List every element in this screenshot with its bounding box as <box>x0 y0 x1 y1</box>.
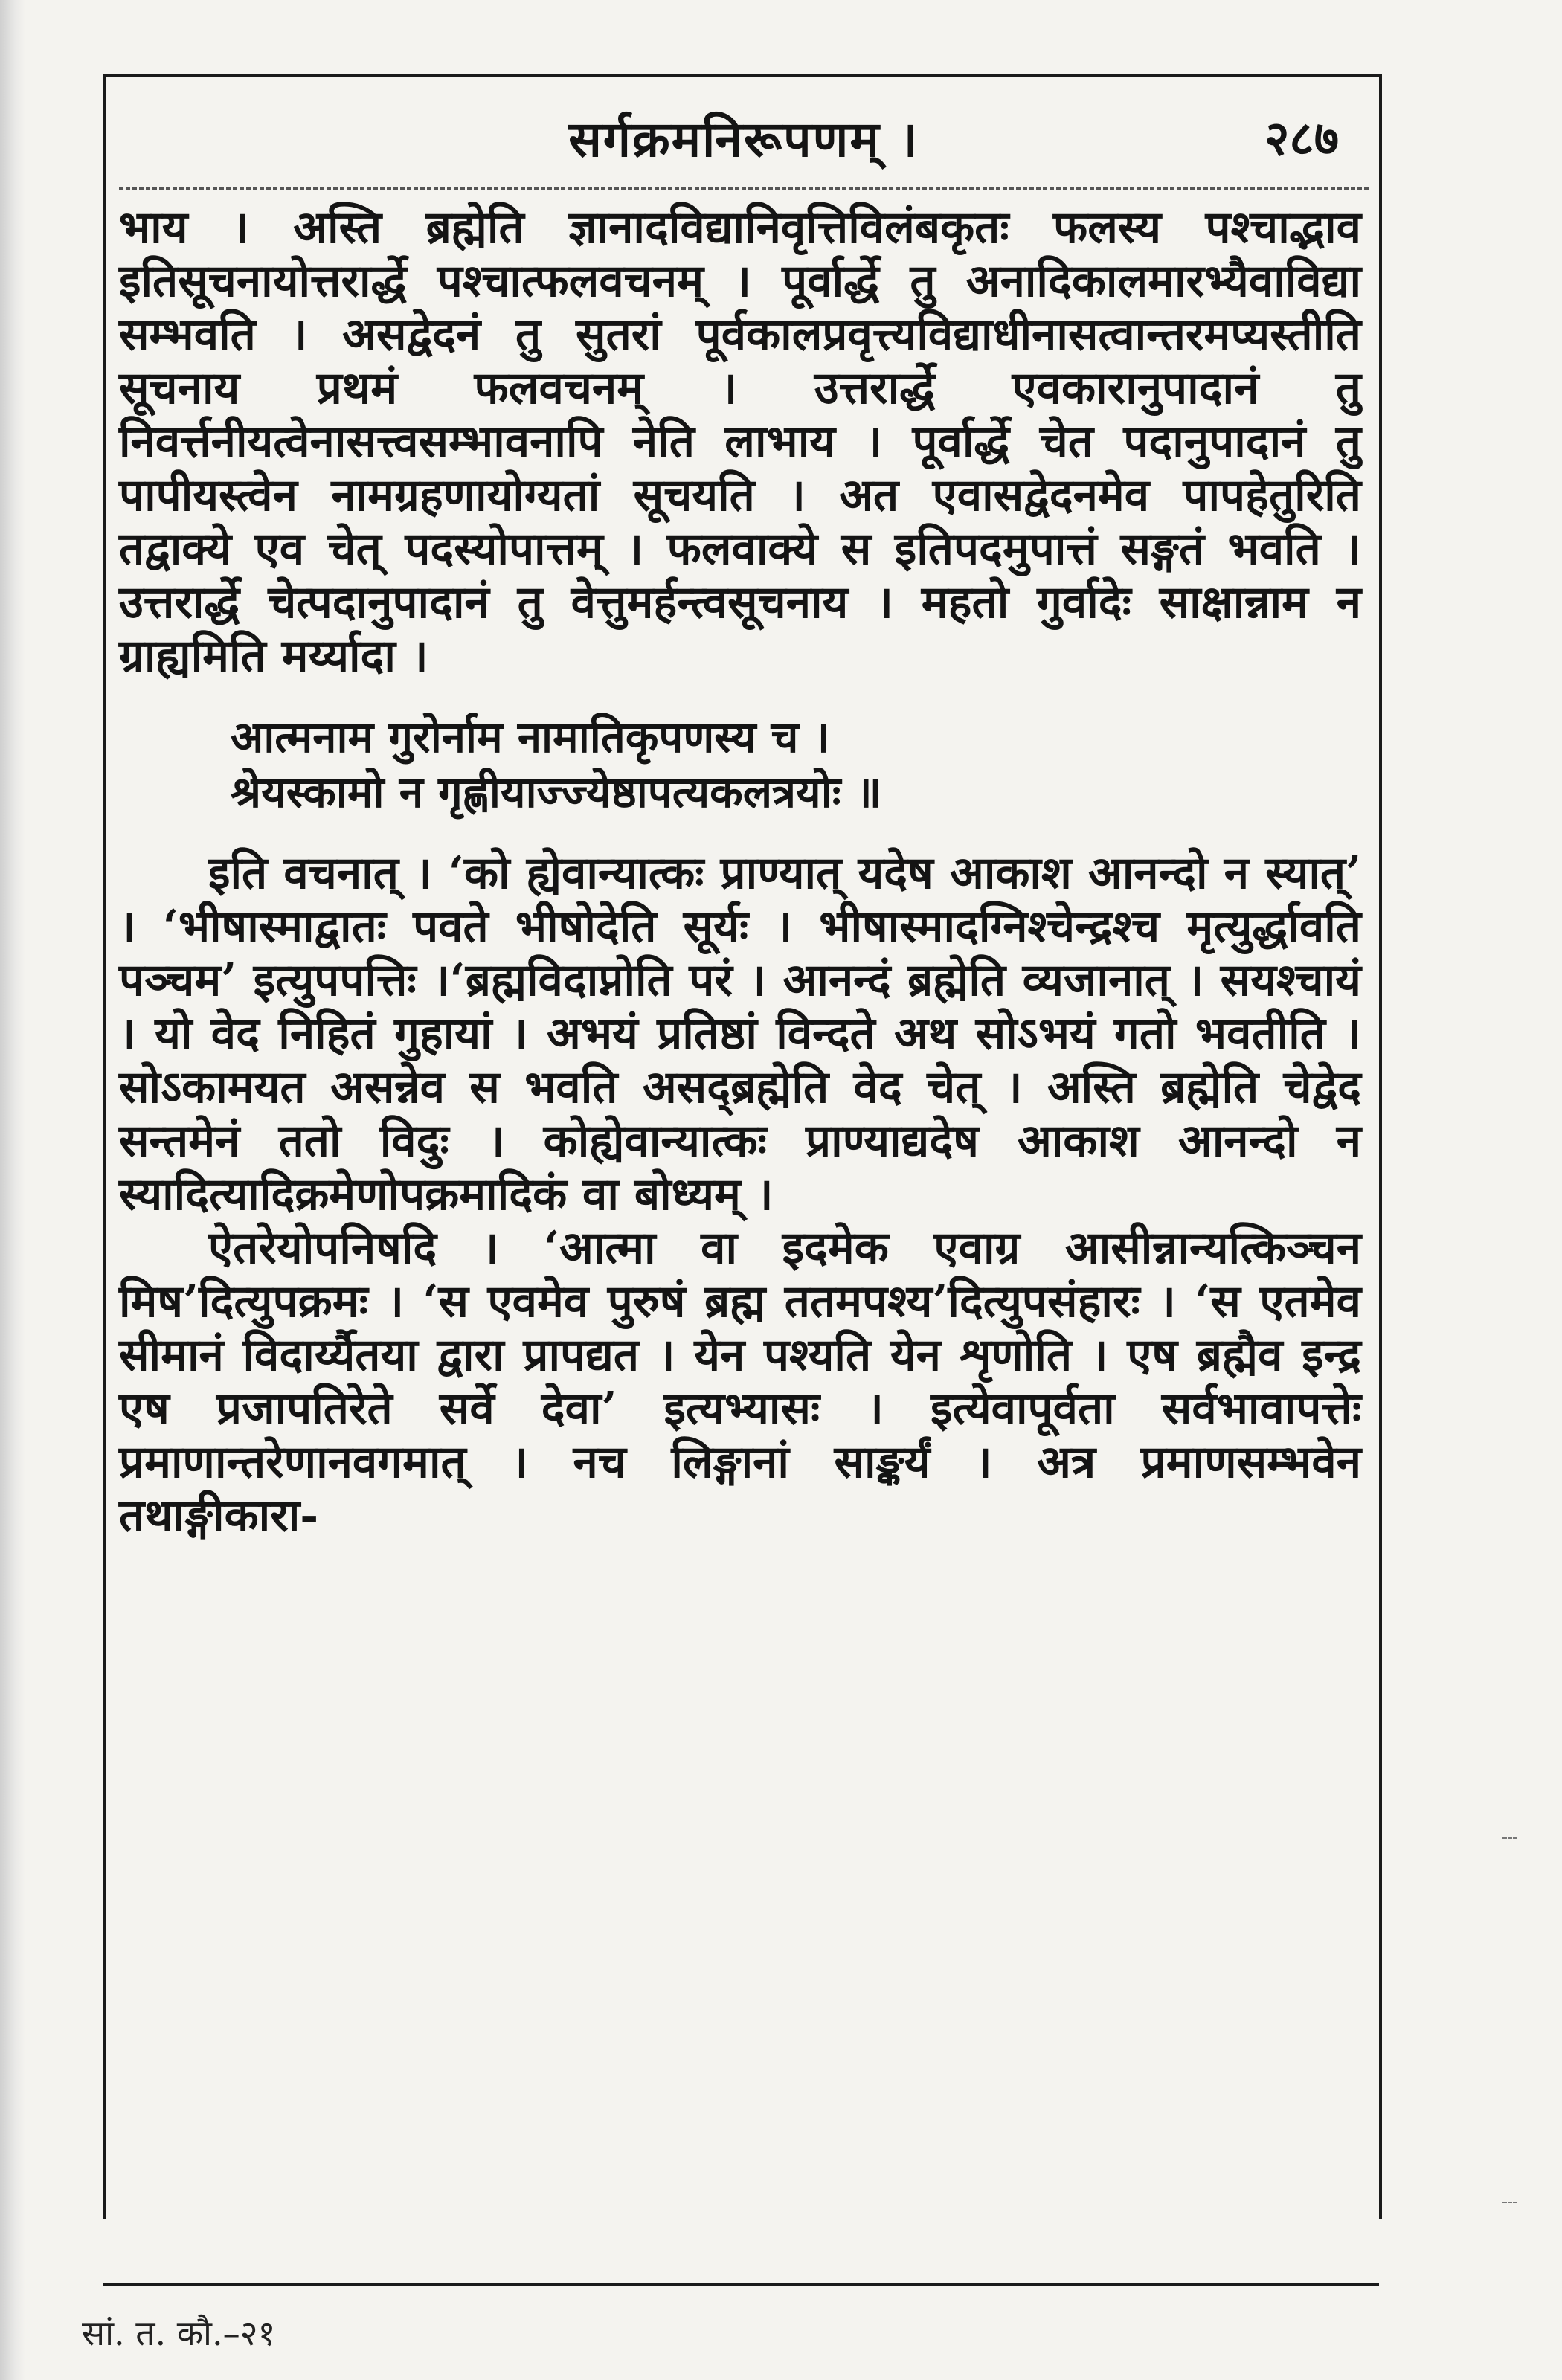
page-header <box>119 104 1369 186</box>
paragraph-1: भाय । अस्ति ब्रह्मेति ज्ञानादविद्यानिवृत्तिविलंबकृतः फलस्य पश्चाद्भाव इतिसूचनायोत्तरार्द्धे पश्चात्फलवचनम् । पूर्वार्द्धे तु अनादिकालमारभ्यैवाविद्या सम्भवति । असद्वेदनं तु सुतरां पूर्वकालप्रवृत्त्यविद्याधीनासत्वान्तरमप्यस्तीति सूचनाय प्रथमं फलवचनम् । उत्तरार्द्धे एवकारानुपादानं तु निवर्त्तनीयत्वेनासत्त्वसम्भावनापि नेति लाभाय । पूर्वार्द्धे चेत पदानुपादानं तु पापीयस्त्वेन नामग्रहणायोग्यतां सूचयति । अत एवासद्वेदनमेव पापहेतुरिति तद्वाक्ये एव चेत् पदस्योपात्तम् । फलवाक्ये स इतिपदमुपात्तं सङ्गतं भवति । उत्तरार्द्धे चेत्पदानुपादानं तु वेत्तुमर्हन्त्वसूचनाय । महतो गुर्वादेः साक्षान्नाम न ग्राह्यमिति मर्य्यादा । <box>119 202 1361 682</box>
bottom-rule <box>103 2283 1379 2286</box>
page-number: २८७ <box>1264 111 1339 167</box>
signature-mark: सां. त. कौ.–२१ <box>82 2313 276 2353</box>
verse-block <box>231 710 1361 820</box>
verse-line-1: आत्मनाम गुरोर्नाम नामातिकृपणस्य च । <box>231 712 830 762</box>
margin-mark <box>1502 1837 1517 1839</box>
paragraph-3: ऐतरेयोपनिषदि । ‘आत्मा वा इदमेक एवाग्र आसीन्नान्यत्किञ्चन मिष’दित्युपक्रमः । ‘स एवमेव पुरुषं ब्रह्म ततमपश्य’दित्युपसंहारः । ‘स एतमेव सीमानं विदार्य्यैतया द्वारा प्रापद्यत । येन पश्यति येन शृणोति । एष ब्रह्मैव इन्द्र एष प्रजापतिरेते सर्वे देवा’ इत्यभ्यासः । इत्येवापूर्वता सर्वभावापत्तेः प्रमाणान्तरेणानवगमात् । नच लिङ्गानां साङ्कर्यं । अत्र प्रमाणसम्भवेन तथाङ्गीकारा- <box>119 1222 1361 1542</box>
running-title: सर्गक्रमनिरूपणम् । <box>568 110 919 168</box>
margin-mark <box>1502 2202 1517 2203</box>
header-dashed-rule <box>119 187 1369 190</box>
body-text <box>119 201 1361 1543</box>
verse-line-2: श्रेयस्कामो न गृह्णीयाज्ज्येष्ठापत्यकलत्रयोः ॥ <box>231 767 882 817</box>
paragraph-2: इति वचनात् । ‘को ह्येवान्यात्कः प्राण्यात् यदेष आकाश आनन्दो न स्यात्’ । ‘भीषास्माद्वातः पवते भीषोदेति सूर्यः । भीषास्मादग्निश्चेन्द्रश्च मृत्युर्द्धावति पञ्चम’ इत्युपपत्तिः ।‘ब्रह्मविदाप्नोति परं । आनन्दं ब्रह्मेति व्यजानात् । सयश्चायं । यो वेद निहितं गुहायां । अभयं प्रतिष्ठां विन्दते अथ सोऽभयं गतो भवतीति । सोऽकामयत असन्नेव स भवति असद्ब्रह्मेति वेद चेत् । अस्ति ब्रह्मेति चेद्वेद सन्तमेनं ततो विदुः । कोह्येवान्यात्कः प्राण्याद्यदेष आकाश आनन्दो न स्यादित्यादिक्रमेणोपक्रमादिकं वा बोध्यम् । <box>119 847 1361 1220</box>
book-spine-shadow <box>0 0 25 2380</box>
